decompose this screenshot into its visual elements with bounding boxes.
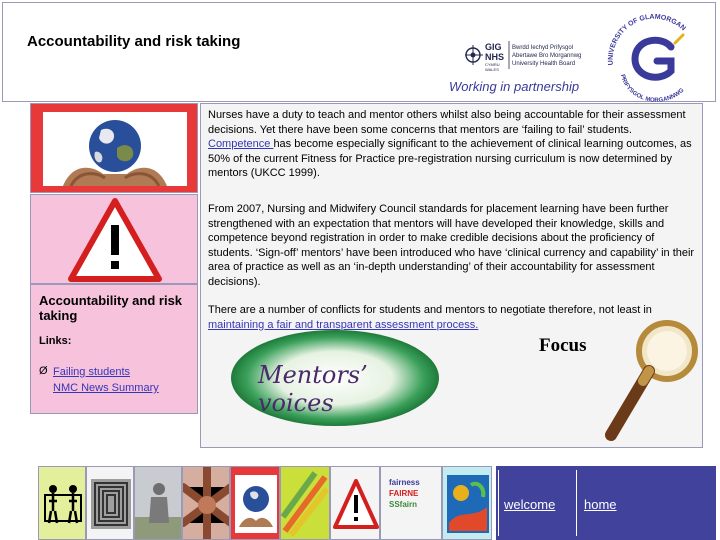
nhs-wales-logo bbox=[465, 37, 585, 73]
fairness-word-collage: fairness FAIRNE SSfairn bbox=[389, 478, 420, 509]
coloured-pencils-icon bbox=[281, 467, 330, 540]
nav-tile-maze[interactable] bbox=[86, 466, 134, 540]
nav-tile-fairness[interactable] bbox=[380, 466, 442, 540]
small-earth-icon bbox=[231, 467, 280, 540]
mentors-voices-label[interactable]: Mentors’ voices bbox=[258, 361, 368, 417]
university-name-arc: UNIVERSITY OF GLAMORGAN bbox=[607, 13, 687, 66]
links-panel-title: Accountability and risk taking bbox=[39, 293, 183, 323]
nav-tile-hands[interactable] bbox=[182, 466, 230, 540]
links-panel bbox=[30, 284, 198, 414]
welcome-link[interactable]: welcome bbox=[504, 497, 556, 512]
earth-globe-icon bbox=[43, 112, 187, 186]
statue-icon bbox=[135, 467, 182, 540]
university-welsh-name-arc: PRIFYSGOL MORGANNWG bbox=[618, 73, 686, 103]
paragraph-duty-to-mentor: Nurses have a duty to teach and mentor others whilst also being accountable for their assessment decisions. Yet there have been some concerns that mentors are ‘failing to fail’ students. Competence has become especially significant to the achievement of clinical learning outcomes, as 50% of the current Fitness for Practice pre-registration nursing curriculum is now determined by mentors (UKCC 1999). bbox=[208, 109, 692, 179]
paragraph-conflicts: There are a number of conflicts for students and mentors to negotiate therefore, not least in maintaining a fair and transparent assessment process. bbox=[208, 304, 652, 331]
magnifying-glass-icon[interactable] bbox=[603, 317, 703, 445]
warning-triangle-icon bbox=[31, 195, 199, 285]
nhs-org-line-3: University Health Board bbox=[512, 61, 576, 67]
nhs-logo-wales: WALES bbox=[485, 67, 499, 72]
link-failing-students[interactable]: Failing students bbox=[53, 366, 131, 378]
home-link[interactable]: home bbox=[584, 497, 617, 512]
nhs-org-line-1: Bwrdd Iechyd Prifysgol bbox=[512, 45, 574, 51]
nav-tile-warning[interactable] bbox=[330, 466, 380, 540]
earth-in-hands-image bbox=[30, 103, 198, 193]
main-content-panel bbox=[200, 103, 703, 448]
small-warning-icon bbox=[331, 467, 380, 540]
link-nmc-news-summary[interactable]: NMC News Summary bbox=[53, 382, 159, 394]
nav-tile-balance[interactable] bbox=[38, 466, 86, 540]
links-label: Links: bbox=[39, 335, 72, 347]
page-title: Accountability and risk taking bbox=[27, 33, 241, 50]
nav-separator bbox=[576, 470, 577, 536]
university-g-emblem-icon bbox=[635, 35, 683, 77]
tagline: Working in partnership bbox=[449, 79, 580, 94]
paragraph-nmc-standards: From 2007, Nursing and Midwifery Council standards for placement learning have been further strengthened with an expectation that mentors will have developed their knowledge, skills and competence beyond registration in order to make credible decisions about the proficiency of students. ‘Sign-off’ mentors’ have been introduced who have ‘clinical currency and capability’ in their area of practice as well as an ‘in-depth understanding’ of their accountability for assessment decisions). bbox=[208, 203, 695, 288]
abstract-painting-icon bbox=[443, 467, 492, 540]
nhs-logo-nhs: NHS bbox=[485, 52, 505, 62]
nhs-crest-icon bbox=[465, 45, 483, 65]
nhs-org-line-2: Abertawe Bro Morgannwg bbox=[512, 53, 582, 59]
nhs-logo-gig: GIG bbox=[485, 42, 502, 52]
arrow-bullet-icon: Ø bbox=[39, 365, 48, 377]
university-logo bbox=[599, 13, 709, 103]
footer-nav-bar bbox=[496, 466, 716, 540]
header-banner bbox=[2, 2, 716, 102]
balance-figures-icon bbox=[39, 467, 86, 540]
maze-icon bbox=[87, 467, 134, 540]
link-competence[interactable]: Competence bbox=[208, 138, 274, 150]
nav-tile-painting[interactable] bbox=[442, 466, 492, 540]
nav-tile-statue[interactable] bbox=[134, 466, 182, 540]
nav-tile-earth[interactable] bbox=[230, 466, 280, 540]
nav-separator bbox=[498, 470, 499, 536]
focus-label: Focus bbox=[539, 335, 587, 356]
link-fair-assessment-process[interactable]: maintaining a fair and transparent assessment process. bbox=[208, 318, 479, 331]
warning-sign-image bbox=[30, 194, 198, 284]
joined-hands-icon bbox=[183, 467, 230, 540]
nav-tile-pencils[interactable] bbox=[280, 466, 330, 540]
nhs-logo-cymru: CYMRU bbox=[485, 62, 500, 67]
